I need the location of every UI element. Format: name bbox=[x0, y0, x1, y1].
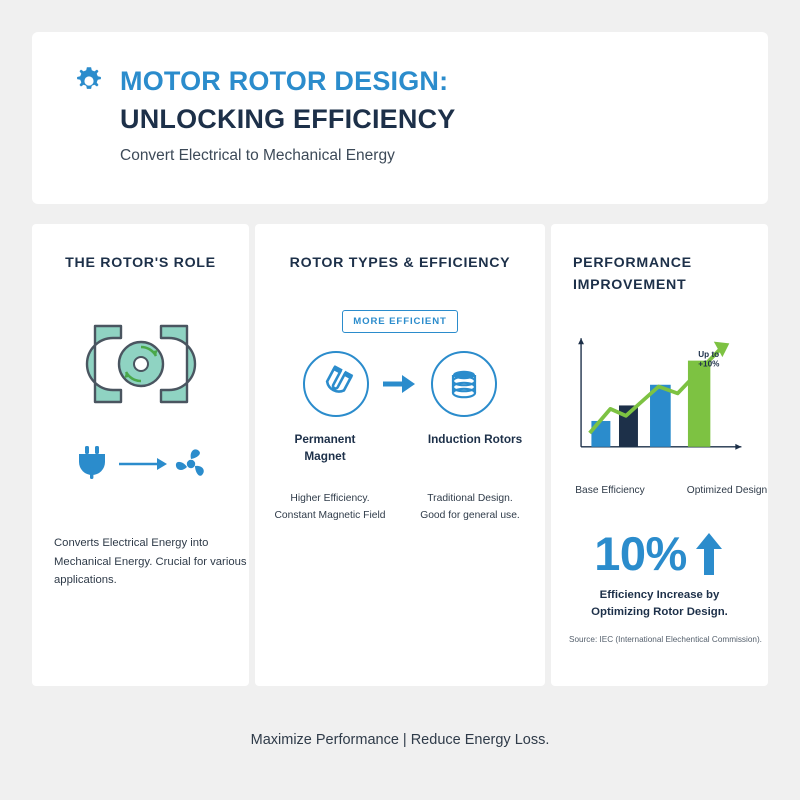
rotor-icon bbox=[50, 316, 231, 412]
page-subtitle: Convert Electrical to Mechanical Energy bbox=[120, 147, 395, 164]
badge-wrap bbox=[273, 310, 527, 333]
source-note: Source: IEC (International Elechentical Commission). bbox=[569, 635, 762, 644]
cards-row bbox=[32, 224, 768, 686]
arrow-icon bbox=[383, 372, 417, 396]
card-title: PERFORMANCE IMPROVEMENT bbox=[573, 255, 692, 293]
header-card bbox=[32, 32, 768, 204]
bar-label-optimized: Optimized Design bbox=[686, 485, 768, 496]
card-performance bbox=[551, 224, 768, 686]
type-desc-induction-rotors: Traditional Design. Good for general use. bbox=[420, 493, 520, 521]
bar-label-base: Base Efficiency bbox=[575, 485, 645, 496]
footer-text: Maximize Performance | Reduce Energy Loss. bbox=[250, 732, 550, 748]
page-title-line2: UNLOCKING EFFICIENCY bbox=[120, 104, 456, 134]
svg-text:+10%: +10% bbox=[698, 359, 720, 369]
magnet-icon bbox=[303, 351, 369, 417]
page-title-line1: MOTOR ROTOR DESIGN: bbox=[120, 65, 449, 96]
card-rotor-role bbox=[32, 224, 249, 686]
plug-icon bbox=[79, 446, 105, 479]
gear-icon bbox=[72, 64, 106, 98]
types-icons-row bbox=[273, 351, 527, 417]
type-desc-permanent-magnet: Higher Efficiency. Constant Magnetic Field bbox=[274, 493, 386, 521]
stat-caption: Efficiency Increase by Optimizing Rotor Design. bbox=[591, 589, 728, 619]
arrow-icon bbox=[119, 458, 167, 470]
header-title-row bbox=[72, 64, 728, 98]
card-body-text: Converts Electrical Energy into Mechanical Energy. Crucial for various applications. bbox=[54, 537, 247, 587]
performance-bar-chart bbox=[569, 322, 750, 482]
bar-3 bbox=[650, 385, 671, 447]
status-badge: MORE EFFICIENT bbox=[342, 310, 458, 333]
svg-text:Up to: Up to bbox=[698, 350, 720, 360]
card-rotor-types bbox=[255, 224, 545, 686]
types-labels-row bbox=[273, 431, 527, 465]
big-stat bbox=[569, 527, 750, 580]
energy-conversion-row bbox=[50, 442, 231, 482]
types-desc-row bbox=[273, 491, 527, 524]
bar-captions bbox=[569, 484, 768, 518]
card-title: THE ROTOR'S ROLE bbox=[65, 255, 216, 271]
type-label-induction-rotors: Induction Rotors bbox=[427, 432, 523, 446]
big-number: 10% bbox=[594, 527, 687, 580]
fan-icon bbox=[175, 449, 203, 475]
type-label-permanent-magnet: Permanent Magnet bbox=[294, 432, 356, 464]
coil-stack-icon bbox=[431, 351, 497, 417]
up-arrow-icon bbox=[693, 531, 725, 577]
card-title: ROTOR TYPES & EFFICIENCY bbox=[289, 255, 511, 271]
